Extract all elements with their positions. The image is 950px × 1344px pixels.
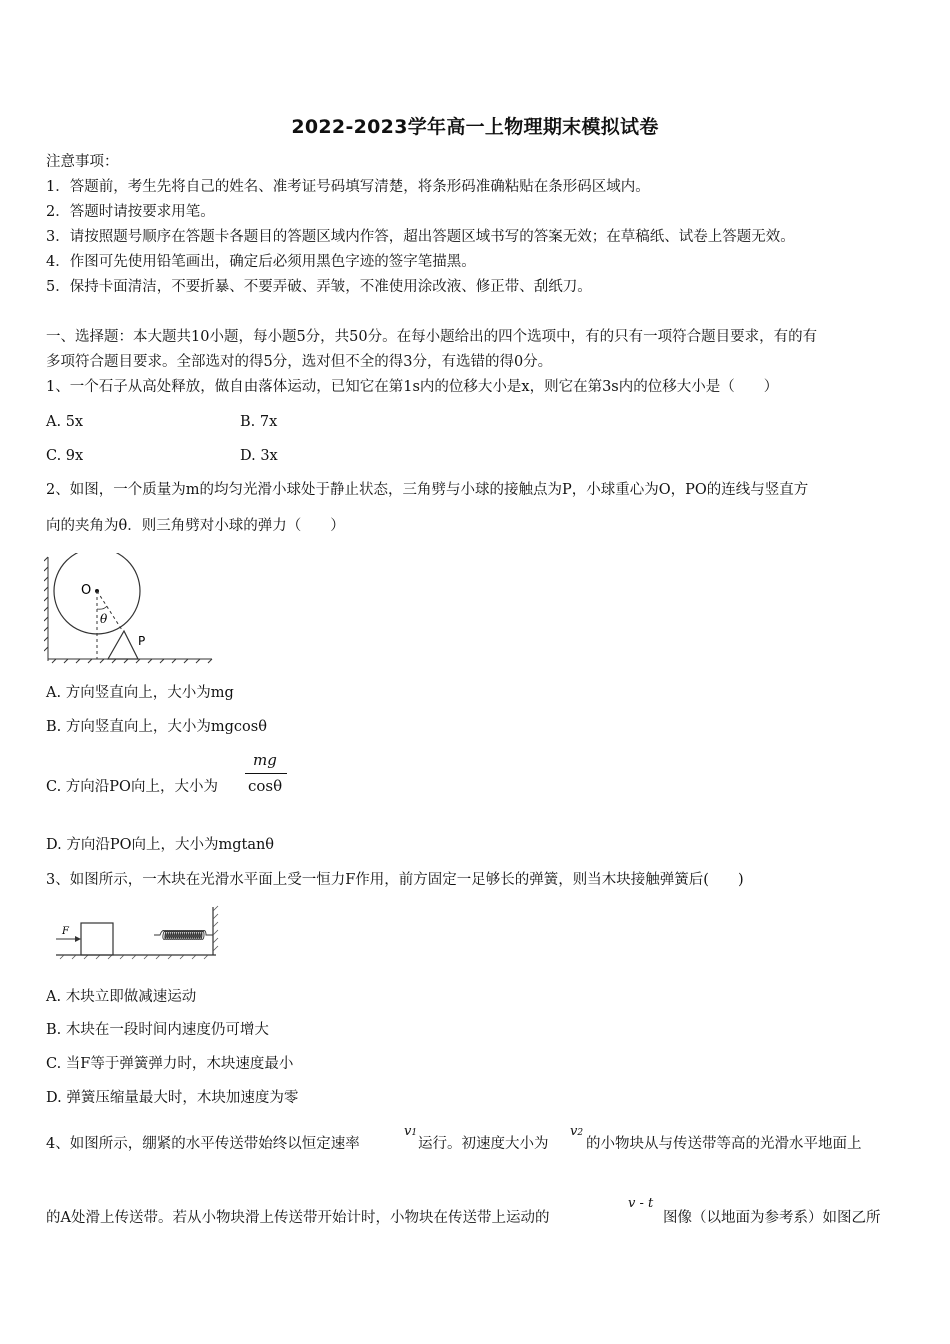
q4-text-part1: 4、如图所示，绷紧的水平传送带始终以恒定速率 [46,1136,360,1152]
q3-option-b: B. 木块在一段时间内速度仍可增大 [46,1022,269,1038]
fraction-numerator: mg [253,751,277,769]
v2-letter: v [570,1124,578,1139]
fraction-denominator: cosθ [248,777,283,795]
q4-symbol-vt: v - t [628,1196,654,1211]
label-o: O [81,583,92,598]
q3-option-c: C. 当F等于弹簧弹力时，木块速度最小 [46,1056,294,1072]
q2-stem-line2: 向的夹角为θ．则三角劈对小球的弹力（ ） [46,518,345,534]
q4-text-part2: 运行。初速度大小为 [418,1136,549,1152]
notice-item-3: 3．请按照题号顺序在答题卡各题目的答题区域内作答，超出答题区域书写的答案无效；在草稿纸、试卷上答题无效。 [46,229,795,245]
q2-option-a: A. 方向竖直向上，大小为mg [46,685,234,701]
label-f: F [62,926,69,937]
q2-ball-wedge-figure [44,553,216,665]
notice-item-4: 4．作图可先使用铅笔画出，确定后必须用黑色字迹的签字笔描黑。 [46,254,476,270]
exam-title: 2022-2023学年高一上物理期末模拟试卷 [291,116,659,138]
notice-item-5: 5．保持卡面清洁，不要折暴、不要弄破、弄皱，不准使用涂改液、修正带、刮纸刀。 [46,279,592,295]
label-p: P [138,634,146,648]
v1-subscript: 1 [411,1128,418,1138]
q4-symbol-v2 [570,1124,583,1139]
notice-item-1: 1．答题前，考生先将自己的姓名、准考证号码填写清楚，将条形码准确粘贴在条形码区域内。 [46,179,650,195]
q2-option-d: D. 方向沿PO向上，大小为mgtanθ [46,837,275,853]
q3-option-d: D. 弹簧压缩量最大时，木块加速度为零 [46,1090,299,1106]
q4-text-part5: 图像（以地面为参考系）如图乙所 [663,1210,881,1226]
q4-symbol-v1 [404,1124,417,1139]
theta-arc [97,606,107,609]
q1-option-b: B. 7x [240,414,278,430]
q4-text-part3: 的小物块从与传送带等高的光滑水平地面上 [586,1136,862,1152]
section-heading-line2: 多项符合题目要求。全部选对的得5分，选对但不全的得3分，有选错的得0分。 [46,354,553,370]
q2-stem-line1: 2、如图，一个质量为m的均匀光滑小球处于静止状态，三角劈与小球的接触点为P，小球重心为O，PO的连线与竖直方 [46,482,809,498]
notice-heading: 注意事项： [46,154,119,170]
q4-text-part4: 的A处滑上传送带。若从小物块滑上传送带开始计时，小物块在传送带上运动的 [46,1210,550,1226]
q2-option-b: B. 方向竖直向上，大小为mgcosθ [46,719,267,735]
q1-option-a: A. 5x [46,414,84,430]
force-arrowhead [75,936,81,942]
q1-option-d: D. 3x [240,448,278,464]
v1-letter: v [404,1124,412,1139]
section-heading-line1: 一、选择题：本大题共10小题，每小题5分，共50分。在每小题给出的四个选项中，有的只有一项符合题目要求，有的有 [46,329,818,345]
v2-subscript: 2 [577,1128,584,1138]
wooden-block [81,923,113,955]
q3-option-a: A. 木块立即做减速运动 [46,989,197,1005]
wall-hatching [44,557,48,661]
q1-option-c: C. 9x [46,448,84,464]
spring-coil [154,931,213,940]
label-theta: θ [100,612,108,626]
notice-item-2: 2．答题时请按要求用笔。 [46,204,215,220]
q3-stem: 3、如图所示，一木块在光滑水平面上受一恒力F作用，前方固定一足够长的弹簧，则当木块接触弹簧后( ) [46,872,744,888]
wedge-triangle [108,631,138,659]
q2-option-c: C. 方向沿PO向上，大小为 [46,779,218,795]
q3-block-spring-figure [50,905,222,965]
q1-stem: 1、一个石子从高处释放，做自由落体运动，已知它在第1s内的位移大小是x，则它在第3s内的位移大小是（ ） [46,379,779,395]
wall-hatching-right [213,906,218,951]
fraction-bar [245,773,287,774]
